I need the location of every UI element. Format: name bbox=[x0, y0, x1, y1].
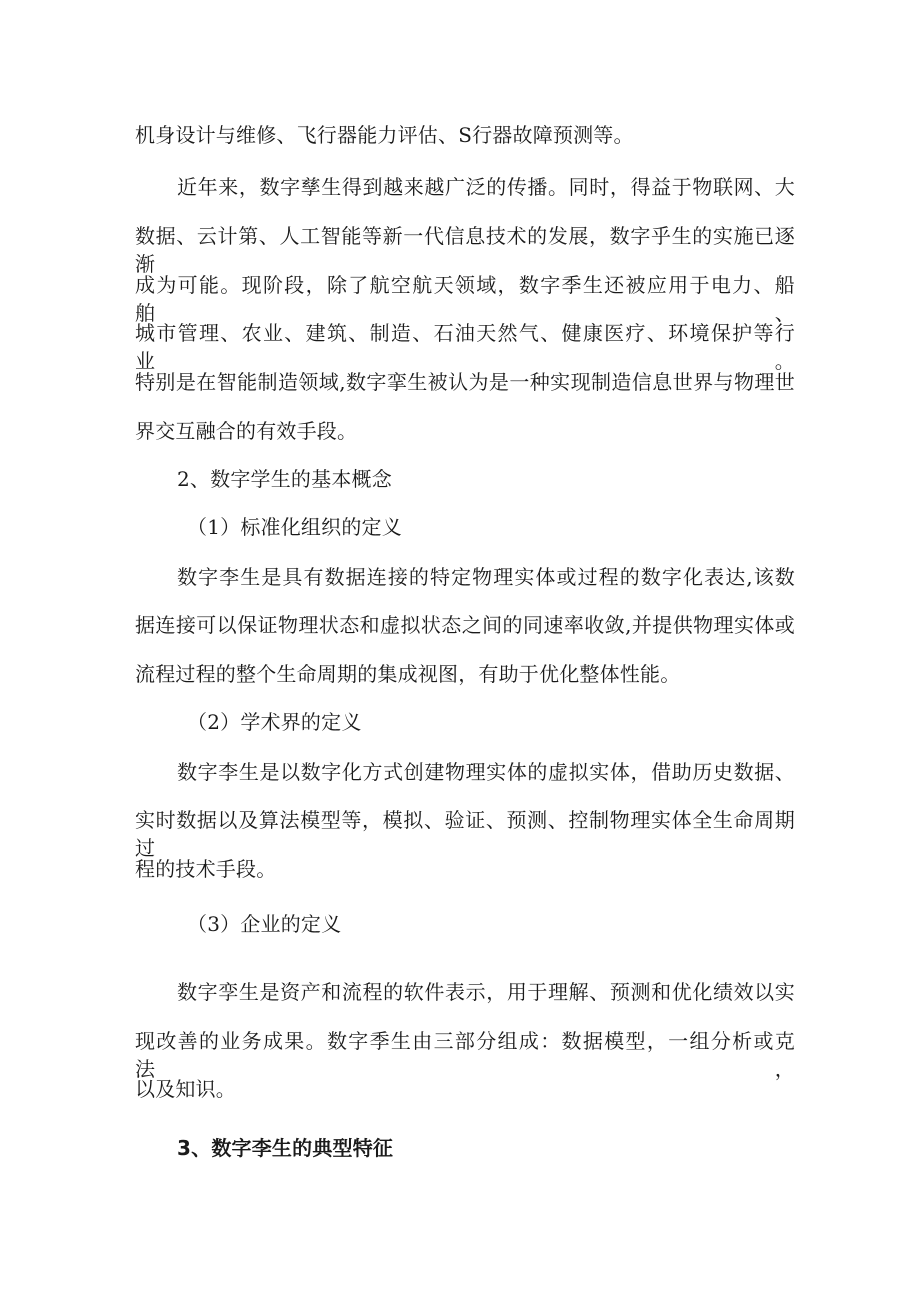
paragraph-line-12: 实时数据以及算法模型等，模拟、验证、预测、控制物理实体全生命周期过 bbox=[135, 808, 795, 860]
paragraph-line-5: 城市管理、农业、建筑、制造、石油天然气、健康医疗、环境保护等行业。 bbox=[135, 321, 795, 373]
subheading-academic-definition: （2）学术界的定义 bbox=[187, 710, 362, 734]
section-heading-3: 3、数字李生的典型特征 bbox=[177, 1136, 394, 1160]
paragraph-line-4: 成为可能。现阶段，除了航空航天领域，数字季生还被应用于电力、船舶、 bbox=[135, 273, 795, 325]
paragraph-line-2: 近年来，数字孳生得到越来越广泛的传播。同时，得益于物联网、大 bbox=[177, 175, 795, 199]
paragraph-line-14: 数字孪生是资产和流程的软件表示，用于理解、预测和优化绩效以实 bbox=[177, 980, 795, 1004]
subheading-enterprise-definition: （3）企业的定义 bbox=[187, 912, 342, 936]
paragraph-line-7: 界交互融合的有效手段。 bbox=[135, 419, 358, 443]
paragraph-line-3: 数据、云计第、人工智能等新一代信息技术的发展，数字乎生的实施已逐渐 bbox=[135, 224, 795, 276]
paragraph-line-13: 程的技术手段。 bbox=[135, 857, 277, 881]
section-heading-2: 2、数字学生的基本概念 bbox=[177, 467, 392, 491]
paragraph-line-16: 以及知识。 bbox=[135, 1077, 236, 1101]
subheading-standard-definition: （1）标准化组织的定义 bbox=[187, 515, 402, 539]
paragraph-line-6: 特别是在智能制造领域,数字挛生被认为是一种实现制造信息世界与物理世 bbox=[135, 370, 795, 394]
paragraph-line-11: 数字李生是以数字化方式创建物理实体的虚拟实体，借助历史数据、 bbox=[177, 760, 795, 784]
paragraph-line-9: 据连接可以保证物理状态和虚拟状态之间的同速率收敛,并提供物理实体或 bbox=[135, 613, 795, 637]
paragraph-line-10: 流程过程的整个生命周期的集成视图，有助于优化整体性能。 bbox=[135, 662, 681, 686]
paragraph-line-1: 机身设计与维修、飞行器能力评估、S行器故障预测等。 bbox=[135, 123, 634, 147]
paragraph-line-15: 现改善的业务成果。数字季生由三部分组成：数据模型，一组分析或克法， bbox=[135, 1029, 795, 1081]
paragraph-line-8: 数字李生是具有数据连接的特定物理实体或过程的数字化表达,该数 bbox=[177, 565, 795, 589]
